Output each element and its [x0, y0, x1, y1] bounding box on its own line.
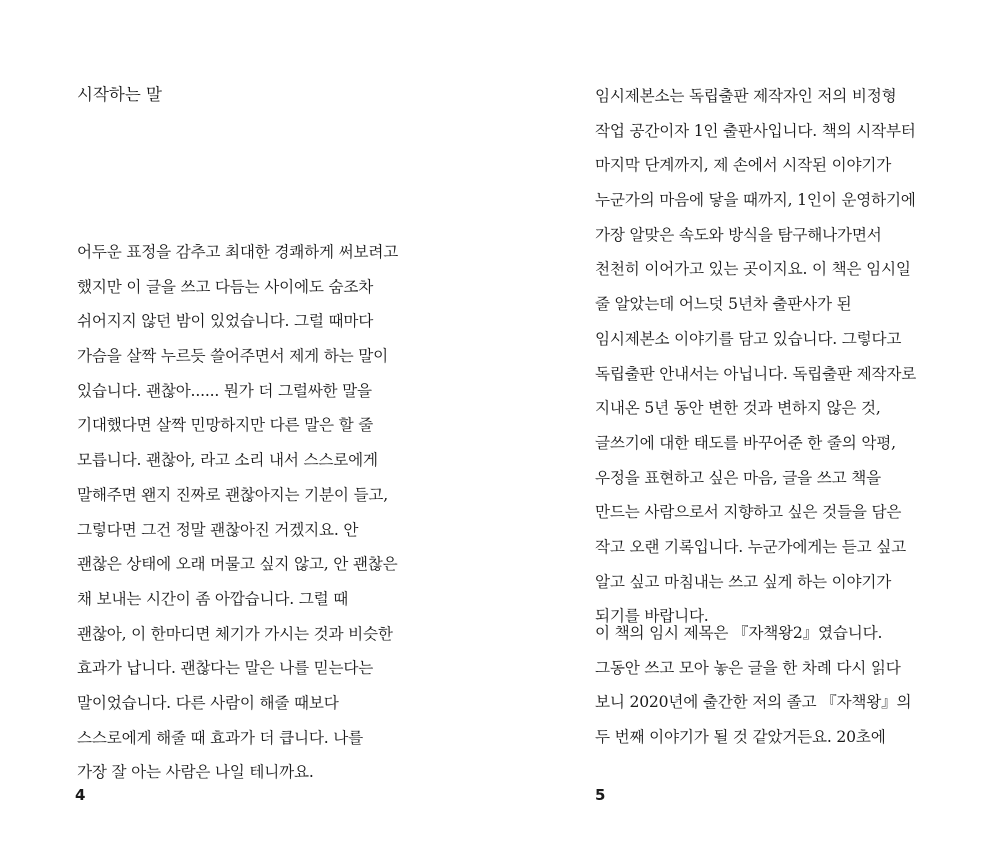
- text-line: 모릅니다. 괜찮아, 라고 소리 내서 스스로에게: [77, 451, 378, 470]
- page-number-left: 4: [75, 786, 86, 804]
- left-page-body: [77, 235, 398, 790]
- text-line: 독립출판 안내서는 아닙니다. 독립출판 제작자로: [595, 364, 917, 383]
- right-page: [500, 0, 1000, 850]
- text-line: 말해주면 왠지 진짜로 괜찮아지는 기분이 들고,: [77, 485, 388, 504]
- right-page-paragraph-1: [595, 79, 916, 634]
- text-line: 보니 2020년에 출간한 저의 졸고 『자책왕』의: [595, 693, 912, 712]
- text-line: 이 책의 임시 제목은 『자책왕2』였습니다.: [595, 624, 883, 642]
- text-line: 임시제본소는 독립출판 제작자인 저의 비정형: [595, 87, 897, 105]
- text-line: 기대했다면 살짝 민망하지만 다른 말은 할 줄: [77, 416, 374, 435]
- text-line: 마지막 단계까지, 제 손에서 시작된 이야기가: [595, 156, 892, 175]
- text-line: 만드는 사람으로서 지향하고 싶은 것들을 담은: [595, 503, 902, 522]
- text-line: 작업 공간이자 1인 출판사입니다. 책의 시작부터: [595, 121, 916, 140]
- text-line: 누군가의 마음에 닿을 때까지, 1인이 운영하기에: [595, 191, 916, 210]
- text-line: 줄 알았는데 어느덧 5년차 출판사가 된: [595, 295, 852, 314]
- text-line: 가슴을 살짝 누르듯 쓸어주면서 제게 하는 말이: [77, 347, 388, 366]
- text-line: 알고 싶고 마침내는 쓰고 싶게 하는 이야기가: [595, 572, 892, 591]
- text-line: 두 번째 이야기가 될 것 같았거든요. 20초에: [595, 728, 886, 747]
- text-line: 어두운 표정을 감추고 최대한 경쾌하게 써보려고: [77, 243, 399, 261]
- section-title: 시작하는 말: [77, 85, 162, 104]
- text-line: 효과가 납니다. 괜찮다는 말은 나를 믿는다는: [77, 659, 374, 678]
- text-line: 했지만 이 글을 쓰고 다듬는 사이에도 숨조차: [77, 277, 374, 296]
- text-line: 작고 오랜 기록입니다. 누군가에게는 듣고 싶고: [595, 537, 906, 556]
- text-line: 스스로에게 해줄 때 효과가 더 큽니다. 나를: [77, 728, 363, 747]
- text-line: 괜찮은 상태에 오래 머물고 싶지 않고, 안 괜찮은: [77, 555, 398, 574]
- text-line: 그렇다면 그건 정말 괜찮아진 거겠지요. 안: [77, 520, 359, 539]
- text-line: 있습니다. 괜찮아...... 뭔가 더 그럴싸한 말을: [77, 381, 372, 400]
- text-line: 괜찮아, 이 한마디면 체기가 가시는 것과 비슷한: [77, 624, 393, 643]
- right-page-paragraph-2: [595, 616, 911, 755]
- page-number-right: 5: [595, 786, 606, 804]
- text-line: 임시제본소 이야기를 담고 있습니다. 그렇다고: [595, 329, 902, 348]
- text-line: 천천히 이어가고 있는 곳이지요. 이 책은 임시일: [595, 260, 911, 279]
- text-line: 되기를 바랍니다.: [595, 607, 709, 626]
- text-line: 가장 잘 아는 사람은 나일 테니까요.: [77, 763, 314, 782]
- text-line: 채 보내는 시간이 좀 아깝습니다. 그럴 때: [77, 589, 349, 608]
- text-line: 그동안 쓰고 모아 놓은 글을 한 차례 다시 읽다: [595, 658, 901, 677]
- text-line: 말이었습니다. 다른 사람이 해줄 때보다: [77, 693, 339, 712]
- text-line: 글쓰기에 대한 태도를 바꾸어준 한 줄의 악평,: [595, 433, 896, 452]
- text-line: 가장 알맞은 속도와 방식을 탐구해나가면서: [595, 225, 882, 244]
- text-line: 쉬어지지 않던 밤이 있었습니다. 그럴 때마다: [77, 312, 374, 331]
- text-line: 우정을 표현하고 싶은 마음, 글을 쓰고 책을: [595, 468, 881, 487]
- text-line: 지내온 5년 동안 변한 것과 변하지 않은 것,: [595, 399, 881, 418]
